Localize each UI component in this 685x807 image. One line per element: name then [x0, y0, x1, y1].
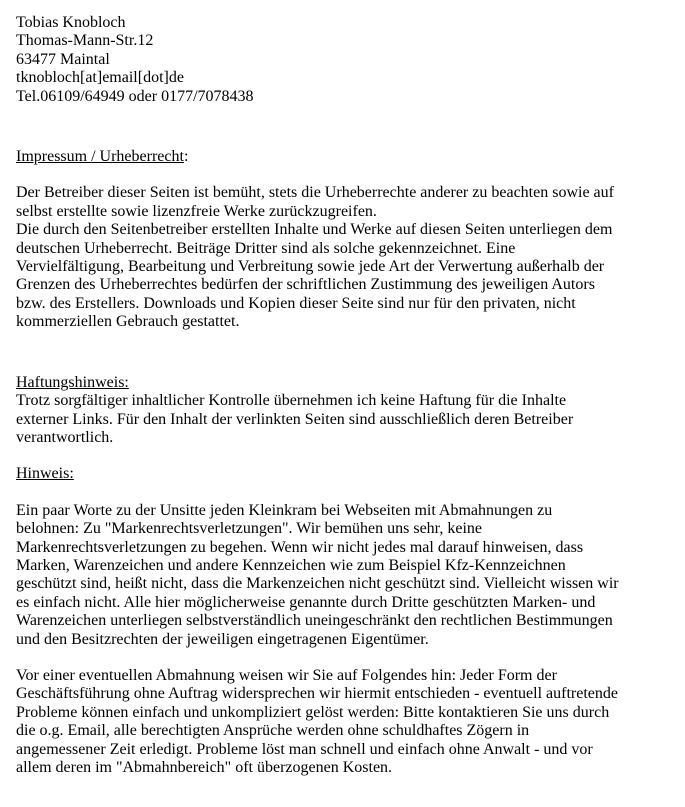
hinweis-line: die o.g. Email, alle berechtigten Ansprüche werden ohne schuldhaftes Zögern in — [16, 722, 530, 740]
impressum-text — [16, 184, 676, 331]
hinweis-line: belohnen: Zu "Markenrechtsverletzungen". Wir bemühen uns sehr, keine — [16, 520, 482, 538]
haftung-text — [16, 392, 676, 447]
contact-name: Tobias Knobloch — [16, 14, 126, 31]
contact-street: Thomas-Mann-Str.12 — [16, 32, 154, 50]
haftung-heading: Haftungshinweis: — [16, 373, 129, 391]
hinweis-line: angemessener Zeit erledigt. Probleme löst man schnell und einfach ohne Anwalt - und vor — [16, 740, 593, 758]
impressum-line: Vervielfältigung, Bearbeitung und Verbreitung sowie jede Art der Verwertung außerhalb der — [16, 258, 605, 276]
impressum-line: Der Betreiber dieser Seiten ist bemüht, stets die Urheberrechte anderer zu beachten sowie auf — [16, 184, 614, 202]
hinweis-line: geschützt sind, heißt nicht, dass die Markenzeichen nicht geschützt sind. Vielleicht wissen wir — [16, 575, 619, 593]
contact-phone: Tel.06109/64949 oder 0177/7078438 — [16, 87, 254, 105]
hinweis-line: allem deren im "Abmahnbereich" oft überzogenen Kosten. — [16, 759, 393, 776]
impressum-line: deutschen Urheberrecht. Beiträge Dritter sind als solche gekennzeichnet. Eine — [16, 239, 516, 257]
impressum-line: bzw. des Erstellers. Downloads und Kopien dieser Seite sind nur für den privaten, nicht — [16, 294, 576, 312]
impressum-heading-row — [16, 148, 676, 166]
impressum-line: kommerziellen Gebrauch gestattet. — [16, 313, 240, 331]
impressum-line: selbst erstellte sowie lizenzfreie Werke zurückzugreifen. — [16, 202, 377, 220]
hinweis-line: Ein paar Worte zu der Unsitte jeden Kleinkram bei Webseiten mit Abmahnungen zu — [16, 501, 553, 519]
haftung-line: Trotz sorgfältiger inhaltlicher Kontrolle übernehmen ich keine Haftung für die Inhalte — [16, 392, 567, 410]
hinweis-paragraph-2 — [16, 667, 676, 777]
hinweis-line: Markenrechtsverletzungen zu begehen. Wenn wir nicht jedes mal darauf hinweisen, dass — [16, 538, 584, 556]
hinweis-line: es einfach nicht. Alle hier möglicherweise genannte durch Dritte geschützten Marken- und — [16, 593, 596, 611]
hinweis-line: Warenzeichen unterliegen selbstverständlich uneingeschränkt den rechtlichen Bestimmungen — [16, 612, 613, 630]
hinweis-line: Marken, Warenzeichen und andere Kennzeichen wie zum Beispiel Kfz-Kennzeichnen — [16, 556, 566, 574]
impressum-line: Grenzen des Urheberrechtes bedürfen der schriftlichen Zustimmung des jeweiligen Autors — [16, 276, 595, 294]
haftung-line: verantwortlich. — [16, 428, 114, 446]
contact-city: 63477 Maintal — [16, 50, 110, 68]
haftung-line: externer Links. Für den Inhalt der verlinkten Seiten sind ausschließlich deren Betreiber — [16, 410, 574, 428]
hinweis-line: Vor einer eventuellen Abmahnung weisen wir Sie auf Folgendes hin: Jeder Form der — [16, 666, 557, 684]
impressum-line: Die durch den Seitenbetreiber erstellten Inhalte und Werke auf diesen Seiten unterliegen dem — [16, 221, 613, 239]
contact-email: tknobloch[at]email[dot]de — [16, 69, 184, 87]
hinweis-line: und den Besitzrechten der jeweiligen eingetragenen Eigentümer. — [16, 630, 429, 648]
document-page — [16, 14, 676, 777]
contact-block — [16, 14, 676, 106]
impressum-heading: Impressum / Urheberrecht — [16, 148, 184, 166]
hinweis-paragraph-1 — [16, 502, 676, 649]
hinweis-line: Probleme können einfach und unkompliziert gelöst werden: Bitte kontaktieren Sie uns durch — [16, 703, 610, 721]
hinweis-heading: Hinweis: — [16, 465, 74, 483]
hinweis-line: Geschäftsführung ohne Auftrag widersprechen wir hiermit entschieden - eventuell auftretende — [16, 685, 618, 703]
impressum-heading-colon: : — [183, 148, 189, 166]
